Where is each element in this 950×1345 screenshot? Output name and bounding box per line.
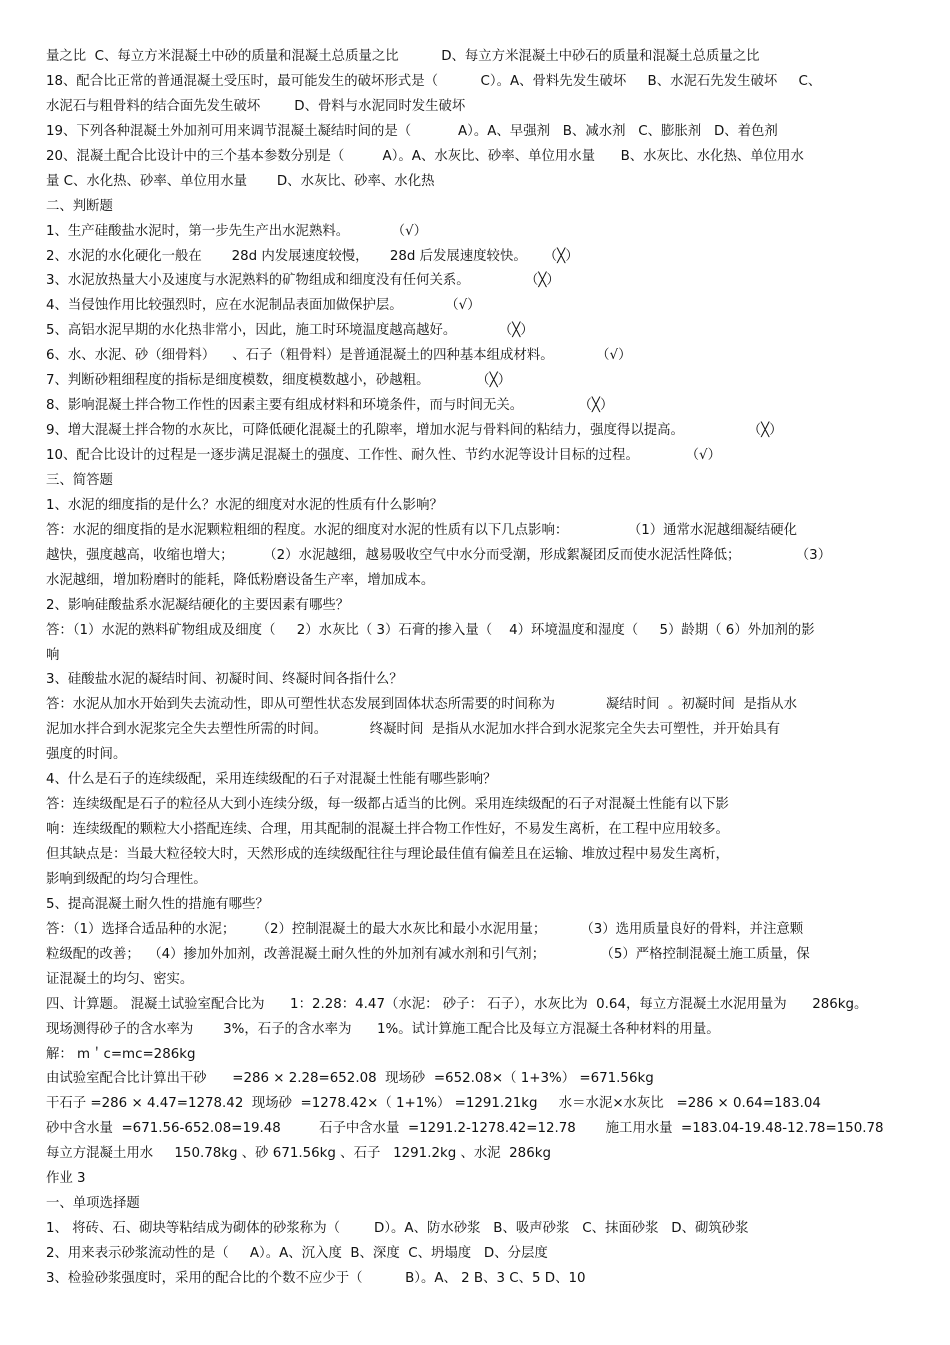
text-line: 答：连续级配是石子的粒径从大到小连续分级，每一级都占适当的比例。采用连续级配的石子对混凝土性能有以下影: [46, 797, 729, 813]
text-line: 水泥越细，增加粉磨时的能耗，降低粉磨设备生产率，增加成本。: [46, 572, 435, 588]
text-line: 三、简答题: [46, 472, 113, 488]
text-line: 每立方混凝土用水 150.78kg 、砂 671.56kg 、石子 1291.2kg 、水泥 286kg: [46, 1146, 551, 1162]
text-line: 干石子 =286 × 4.47=1278.42 现场砂 =1278.42×（ 1+1%） =1291.21kg 水＝水泥×水灰比 =286 × 0.64=183.04: [46, 1096, 821, 1112]
text-line: 解： m＇c=mc=286kg: [46, 1046, 196, 1062]
text-line: 粒级配的改善； （4）掺加外加剂，改善混凝土耐久性的外加剂有减水剂和引气剂； （5）严格控制混凝土施工质量，保: [46, 946, 810, 962]
text-line: 1、水泥的细度指的是什么？水泥的细度对水泥的性质有什么影响？: [46, 497, 443, 513]
text-line: 二、判断题: [46, 198, 113, 214]
text-line: 答：（1）选择合适品种的水泥； （2）控制混凝土的最大水灰比和最小水泥用量； （3）选用质量良好的骨料，并注意颗: [46, 921, 804, 937]
text-line: 1、生产硅酸盐水泥时，第一步先生产出水泥熟料。 （√）: [46, 223, 427, 239]
text-line: 由试验室配合比计算出干砂 =286 × 2.28=652.08 现场砂 =652.08×（ 1+3%） =671.56kg: [46, 1071, 654, 1087]
text-line: 越快，强度越高，收缩也增大； （2）水泥越细，越易吸收空气中水分而受潮，形成絮凝团反而使水泥活性降低； （3）: [46, 547, 832, 563]
text-line: 7、判断砂粗细程度的指标是细度模数，细度模数越小，砂越粗。 （╳）: [46, 373, 512, 389]
text-line: 强度的时间。: [46, 747, 127, 763]
text-line: 答：水泥的细度指的是水泥颗粒粗细的程度。水泥的细度对水泥的性质有以下几点影响： （1）通常水泥越细凝结硬化: [46, 522, 798, 538]
text-line: 量 C、水化热、砂率、单位用水量 D、水灰比、砂率、水化热: [46, 173, 435, 189]
text-line: 20、混凝土配合比设计中的三个基本参数分别是（ A）。A、水灰比、砂率、单位用水量 B、水灰比、水化热、单位用水: [46, 148, 804, 164]
text-line: 证混凝土的均匀、密实。: [46, 971, 194, 987]
text-line: 5、提高混凝土耐久性的措施有哪些？: [46, 896, 269, 912]
text-line: 19、下列各种混凝土外加剂可用来调节混凝土凝结时间的是（ A）。A、早强剂 B、减水剂 C、膨胀剂 D、着色剂: [46, 123, 778, 139]
text-line: 2、用来表示砂浆流动性的是（ A）。A、沉入度 B、深度 C、坍塌度 D、分层度: [46, 1246, 548, 1261]
text-line: 18、配合比正常的普通混凝土受压时，最可能发生的破坏形式是（ C）。A、骨料先发生破坏 B、水泥石先发生破坏 C、: [46, 73, 822, 89]
text-line: 答：（1）水泥的熟料矿物组成及细度（ 2）水灰比（ 3）石膏的掺入量（ 4）环境温度和湿度（ 5）龄期（ 6）外加剂的影: [46, 622, 815, 638]
text-line: 答：水泥从加水开始到失去流动性，即从可塑性状态发展到固体状态所需要的时间称为 凝结时间 。初凝时间 是指从水: [46, 697, 798, 713]
text-line: 水泥石与粗骨料的结合面先发生破坏 D、骨料与水泥同时发生破坏: [46, 98, 466, 114]
text-line: 5、高铝水泥早期的水化热非常小，因此，施工时环境温度越高越好。 （╳）: [46, 323, 534, 339]
text-line: 3、检验砂浆强度时，采用的配合比的个数不应少于（ B）。A、 2 B、3 C、5 D、10: [46, 1270, 586, 1286]
text-line: 2、影响硅酸盐系水泥凝结硬化的主要因素有哪些？: [46, 597, 350, 613]
text-line: 作业 3: [46, 1171, 86, 1187]
text-line: 3、硅酸盐水泥的凝结时间、初凝时间、终凝时间各指什么？: [46, 672, 403, 688]
text-line: 4、什么是石子的连续级配，采用连续级配的石子对混凝土性能有哪些影响？: [46, 772, 497, 788]
text-line: 4、当侵蚀作用比较强烈时，应在水泥制品表面加做保护层。 （√）: [46, 298, 481, 314]
text-line: 6、水、水泥、砂（细骨料） 、石子（粗骨料）是普通混凝土的四种基本组成材料。 （√）: [46, 348, 632, 364]
text-line: 8、影响混凝土拌合物工作性的因素主要有组成材料和环境条件，而与时间无关。 （╳）: [46, 398, 614, 414]
text-line: 但其缺点是：当最大粒径较大时，天然形成的连续级配往往与理论最佳值有偏差且在运输、堆放过程中易发生离析，: [46, 847, 729, 862]
text-line: 一、单项选择题: [46, 1196, 140, 1212]
text-line: 现场测得砂子的含水率为 3%，石子的含水率为 1%。试计算施工配合比及每立方混凝土各种材料的用量。: [46, 1021, 720, 1037]
text-line: 2、水泥的水化硬化一般在 28d 内发展速度较慢， 28d 后发展速度较快。 （╳）: [46, 248, 579, 264]
text-line: 四、计算题。 混凝土试验室配合比为 1：2.28：4.47（水泥： 砂子： 石子），水灰比为 0.64，每立方混凝土水泥用量为 286kg。: [46, 996, 868, 1012]
text-line: 泥加水拌合到水泥浆完全失去塑性所需的时间。 终凝时间 是指从水泥加水拌合到水泥浆完全失去可塑性，并开始具有: [46, 722, 780, 738]
text-line: 量之比 C、每立方米混凝土中砂的质量和混凝土总质量之比 D、每立方米混凝土中砂石的质量和混凝土总质量之比: [46, 49, 760, 64]
text-line: 1、 将砖、石、砌块等粘结成为砌体的砂浆称为（ D）。A、防水砂浆 B、吸声砂浆 C、抹面砂浆 D、砌筑砂浆: [46, 1221, 749, 1237]
text-line: 9、增大混凝土拌合物的水灰比，可降低硬化混凝土的孔隙率，增加水泥与骨料间的粘结力，强度得以提高。 （╳）: [46, 423, 783, 439]
text-line: 响：连续级配的颗粒大小搭配连续、合理，用其配制的混凝土拌合物工作性好，不易发生离析，在工程中应用较多。: [46, 822, 729, 838]
text-line: 砂中含水量 =671.56-652.08=19.48 石子中含水量 =1291.2-1278.42=12.78 施工用水量 =183.04-19.48-12.78=150.78: [46, 1121, 884, 1137]
text-line: 响: [46, 647, 60, 663]
text-line: 3、水泥放热量大小及速度与水泥熟料的矿物组成和细度没有任何关系。 （╳）: [46, 273, 560, 289]
text-line: 影响到级配的均匀合理性。: [46, 871, 207, 887]
text-line: 10、配合比设计的过程是一逐步满足混凝土的强度、工作性、耐久性、节约水泥等设计目标的过程。 （√）: [46, 448, 721, 463]
